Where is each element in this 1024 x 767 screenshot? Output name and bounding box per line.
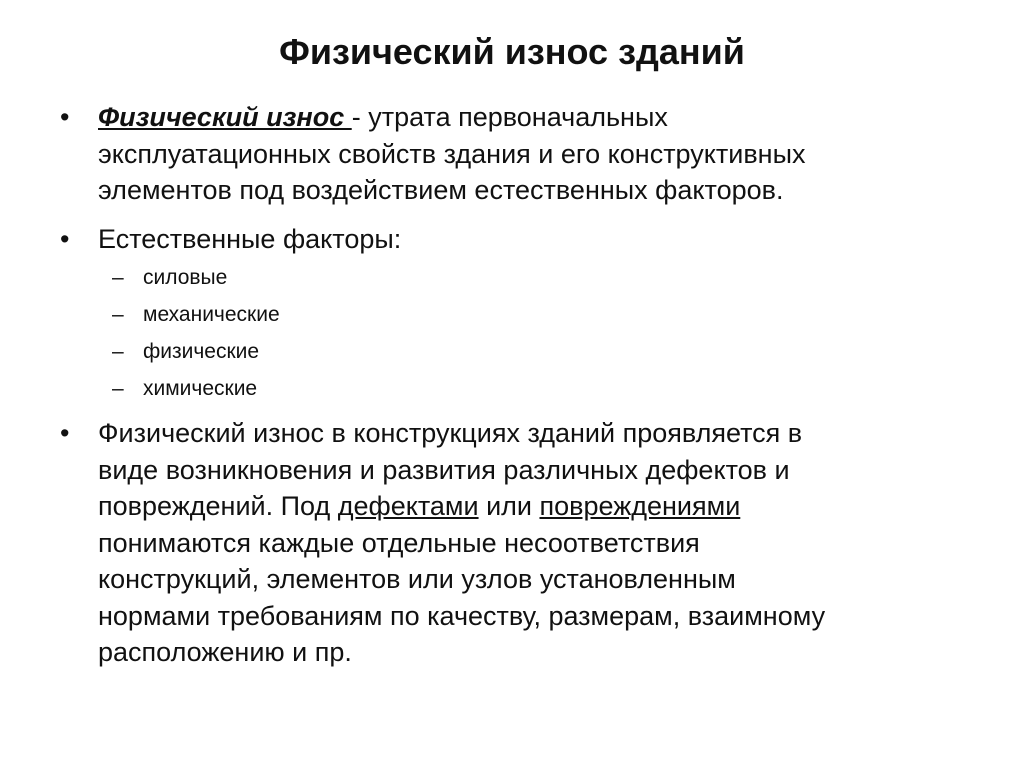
- sub-item-label: химические: [143, 377, 258, 400]
- bullet-dot-icon: •: [60, 418, 70, 448]
- dash-icon: –: [112, 340, 124, 363]
- bullet-manifestation-text: [98, 415, 978, 671]
- bullet-definition-line-1: [98, 99, 978, 136]
- bullet-manifestation-line-7: расположению и пр.: [98, 637, 352, 667]
- bullet-manifestation-line-1: Физический износ в конструкциях зданий проявляется в: [98, 418, 803, 448]
- bullet-definition-line-2: эксплуатационных свойств здания и его конструктивных: [98, 138, 806, 169]
- bullet-manifestation-line-5: конструкций, элементов или узлов установленным: [98, 564, 736, 594]
- bullet-manifestation-line-6: нормами требованиям по качеству, размерам, взаимному: [98, 600, 826, 631]
- bullet-definition-text: [98, 99, 978, 209]
- slide-title: Физический износ зданий: [279, 31, 745, 72]
- sub-item-label: физические: [143, 340, 260, 363]
- dash-icon: –: [112, 266, 124, 289]
- defined-term: Физический износ: [98, 102, 352, 132]
- sub-item-label: силовые: [143, 266, 228, 289]
- bullet-definition-line-3: элементов под воздействием естественных факторов.: [98, 175, 784, 205]
- term-defects: дефектами: [337, 491, 479, 521]
- bullet-manifestation-line-4: понимаются каждые отдельные несоответствия: [98, 527, 700, 558]
- bullet-factors-text: Естественные факторы:: [98, 224, 402, 254]
- line-3-before: повреждений. Под: [98, 491, 338, 521]
- bullet-dot-icon: •: [60, 224, 70, 254]
- bullet-dot-icon: •: [60, 102, 70, 132]
- term-damages: повреждениями: [539, 491, 741, 521]
- dash-icon: –: [112, 377, 124, 400]
- dash-icon: –: [112, 303, 124, 326]
- definition-line-1-rest: - утрата первоначальных: [351, 102, 668, 132]
- bullet-manifestation-line-2: виде возникновения и развития различных дефектов и: [98, 454, 790, 485]
- bullet-manifestation-line-3: [98, 488, 978, 525]
- sub-item-label: механические: [143, 303, 280, 326]
- line-3-mid: или: [478, 491, 540, 521]
